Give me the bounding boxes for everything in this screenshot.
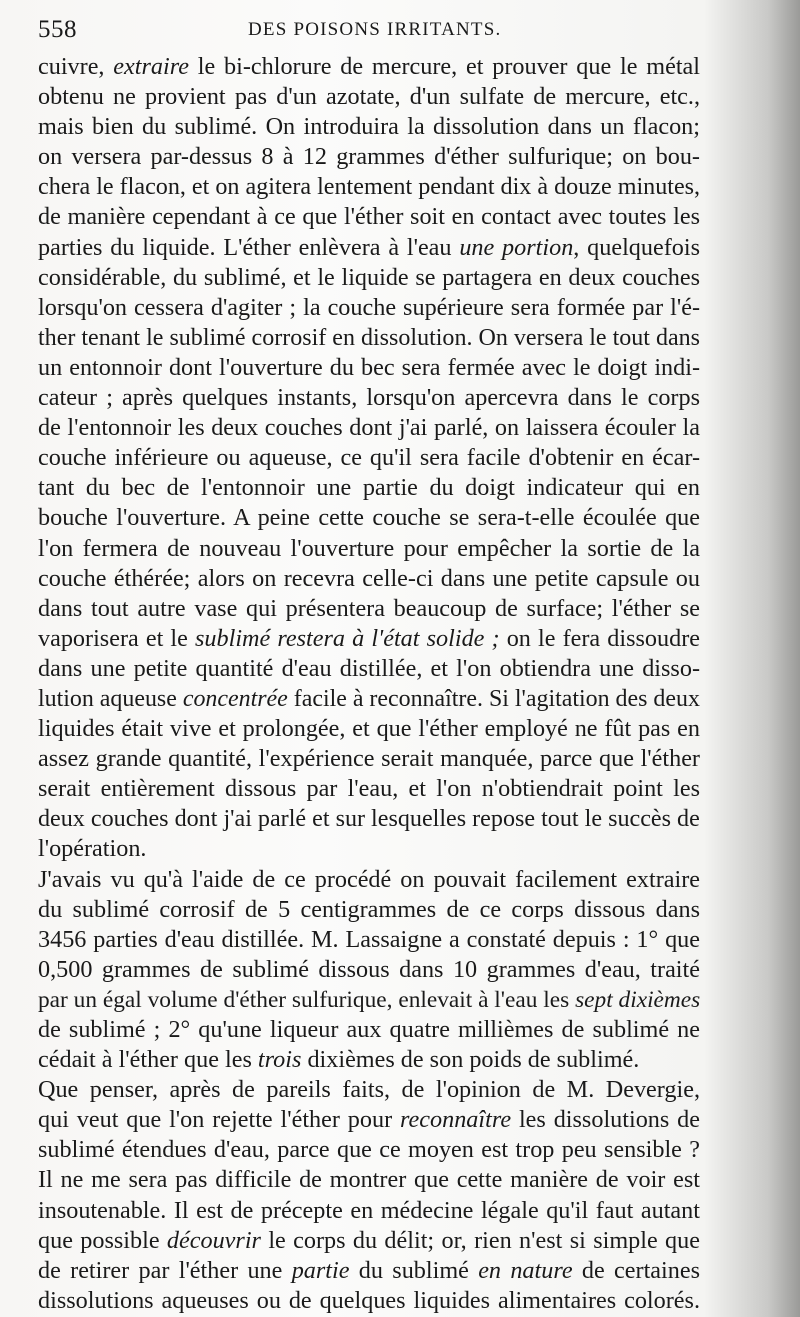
text-line: [38, 1105, 700, 1135]
text-segment: cuivre,: [38, 53, 114, 80]
body-text: [38, 52, 700, 1316]
text-line: [38, 865, 700, 895]
text-line: [38, 624, 700, 654]
italic-text: reconnaître: [400, 1106, 512, 1134]
text-segment: l'on fermera de nouveau l'ouverture pour empêcher la sortie de la: [38, 534, 700, 562]
text-segment: par un égal volume d'éther sulfurique, enlevait à l'eau les: [38, 986, 576, 1013]
text-segment: 0,500 grammes de sublimé dissous dans 10 grammes d'eau, traité: [38, 955, 700, 983]
text-line: [38, 353, 700, 383]
text-line: [38, 172, 700, 202]
text-segment: bouche l'ouverture. A peine cette couche se sera-t-elle écoulée que: [38, 504, 700, 532]
text-segment: mais bien du sublimé. On introduira la dissolution dans un flacon;: [38, 113, 700, 141]
text-line: [38, 142, 700, 172]
text-line: [38, 503, 700, 533]
text-segment: , quelquefois: [573, 233, 701, 261]
text-line: [38, 714, 700, 744]
text-segment: de retirer par l'éther une: [38, 1256, 292, 1284]
italic-text: concentrée: [182, 685, 288, 712]
text-segment: 3456 parties d'eau distillée. M. Lassaigne a constaté depuis : 1° que: [38, 925, 700, 953]
text-segment: un entonnoir dont l'ouverture du bec sera fermée avec le doigt indi-: [38, 353, 700, 381]
text-segment: ther tenant le sublimé corrosif en dissolution. On versera le tout dans: [38, 324, 701, 351]
text-segment: qui veut que l'on rejette l'éther pour: [38, 1106, 401, 1134]
text-segment: lution aqueuse: [38, 685, 183, 712]
text-line: [38, 654, 700, 684]
text-segment: de sublimé ; 2° qu'une liqueur aux quatre millièmes de sublimé ne: [38, 1016, 700, 1043]
text-line: [38, 594, 700, 624]
text-line: [38, 774, 700, 804]
text-segment: insoutenable. Il est de précepte en médecine légale qu'il faut autant: [38, 1196, 700, 1224]
text-line: [38, 1045, 700, 1075]
text-segment: le corps du délit; or, rien n'est si simple que: [260, 1226, 700, 1254]
text-segment: dans une petite quantité d'eau distillée, et l'on obtiendra une disso-: [38, 654, 700, 682]
text-line: [38, 202, 700, 232]
text-line: [38, 233, 700, 263]
text-segment: le bi-chlorure de mercure, et prouver que le métal: [188, 53, 700, 80]
text-line: [38, 383, 700, 413]
text-segment: Que penser, après de pareils faits, de l'opinion de M. Devergie,: [38, 1076, 700, 1104]
text-segment: dixièmes de son poids de sublimé.: [301, 1046, 640, 1074]
text-segment: les dissolutions de: [511, 1106, 700, 1134]
text-segment: on le fera dissoudre: [499, 624, 700, 652]
text-segment: de l'entonnoir les deux couches dont j'ai parlé, on laissera écouler la: [38, 414, 700, 442]
text-segment: on versera par-dessus 8 à 12 grammes d'éther sulfurique; on bou-: [38, 143, 700, 171]
text-line: [38, 443, 700, 473]
italic-text: une portion: [459, 233, 574, 261]
text-line: [38, 1286, 700, 1316]
text-line: [38, 985, 700, 1015]
text-segment: tant du bec de l'entonnoir une partie du doigt indicateur qui en: [38, 474, 700, 502]
text-segment: obtenu ne provient pas d'un azotate, d'un sulfate de mercure, etc.,: [38, 83, 700, 111]
text-segment: deux couches dont j'ai parlé et sur lesquelles repose tout le succès de: [38, 806, 700, 833]
text-line: [38, 564, 700, 594]
text-segment: dissolutions aqueuses ou de quelques liquides alimentaires colorés.: [38, 1286, 700, 1314]
text-segment: Il ne me sera pas difficile de montrer que cette manière de voir est: [38, 1166, 700, 1194]
text-line: [38, 1165, 700, 1195]
italic-text: sublimé restera à l'état solide ;: [195, 624, 500, 652]
text-line: [38, 263, 700, 293]
page-header: [38, 16, 698, 48]
text-segment: que possible: [38, 1226, 167, 1254]
text-segment: considérable, du sublimé, et le liquide se partagera en deux couches: [38, 263, 700, 291]
text-line: [38, 1075, 700, 1105]
text-segment: facile à reconnaître. Si l'agitation des deux: [287, 685, 700, 712]
text-segment: du sublimé: [349, 1256, 479, 1284]
text-segment: dans tout autre vase qui présentera beaucoup de surface; l'éther se: [38, 594, 700, 622]
text-line: [38, 925, 700, 955]
text-segment: de certaines: [572, 1256, 700, 1284]
text-segment: couche inférieure ou aqueuse, ce qu'il sera facile d'obtenir en écar-: [38, 444, 700, 472]
text-line: [38, 1256, 700, 1286]
text-line: [38, 744, 700, 774]
italic-text: sept dixièmes: [575, 986, 701, 1013]
running-title: DES POISONS IRRITANTS.: [248, 19, 502, 40]
text-segment: de manière cependant à ce que l'éther soit en contact avec toutes les: [38, 203, 700, 231]
text-segment: assez grande quantité, l'expérience serait manquée, parce que l'éther: [38, 745, 700, 773]
text-line: [38, 955, 700, 985]
text-segment: couche éthérée; alors on recevra celle-ci dans une petite capsule ou: [38, 564, 700, 592]
italic-text: découvrir: [166, 1226, 261, 1254]
text-segment: l'opération.: [38, 835, 147, 863]
italic-text: partie: [291, 1256, 350, 1284]
text-segment: lorsqu'on cessera d'agiter ; la couche supérieure sera formée par l'é-: [38, 293, 700, 321]
text-segment: du sublimé corrosif de 5 centigrammes de ce corps dissous dans: [38, 895, 700, 923]
text-line: [38, 1226, 700, 1256]
text-line: [38, 112, 700, 142]
text-line: [38, 895, 700, 925]
text-segment: cédait à l'éther que les: [38, 1046, 258, 1074]
text-line: [38, 323, 700, 353]
text-line: [38, 473, 700, 503]
italic-text: trois: [257, 1046, 302, 1074]
text-segment: J'avais vu qu'à l'aide de ce procédé on pouvait facilement extraire: [38, 865, 700, 893]
text-line: [38, 82, 700, 112]
text-segment: chera le flacon, et on agitera lentement pendant dix à douze minutes,: [38, 174, 701, 201]
text-line: [38, 534, 700, 564]
page-number: 558: [38, 16, 77, 43]
text-line: [38, 834, 700, 864]
text-line: [38, 413, 700, 443]
text-segment: sublimé étendues d'eau, parce que ce moyen est trop peu sensible ?: [38, 1136, 700, 1164]
text-line: [38, 684, 700, 714]
text-line: [38, 1015, 700, 1045]
italic-text: extraire: [113, 53, 189, 80]
italic-text: en nature: [478, 1256, 573, 1284]
text-line: [38, 293, 700, 323]
text-segment: serait entièrement dissous par l'eau, et l'on n'obtiendrait point les: [38, 775, 700, 803]
text-line: [38, 1196, 700, 1226]
text-segment: parties du liquide. L'éther enlèvera à l'eau: [38, 233, 460, 261]
text-segment: liquides était vive et prolongée, et que l'éther employé ne fût pas en: [38, 715, 700, 743]
text-line: [38, 52, 700, 82]
text-segment: cateur ; après quelques instants, lorsqu'on apercevra dans le corps: [38, 384, 700, 412]
text-line: [38, 1135, 700, 1165]
text-line: [38, 804, 700, 834]
text-segment: vaporisera et le: [38, 624, 196, 652]
